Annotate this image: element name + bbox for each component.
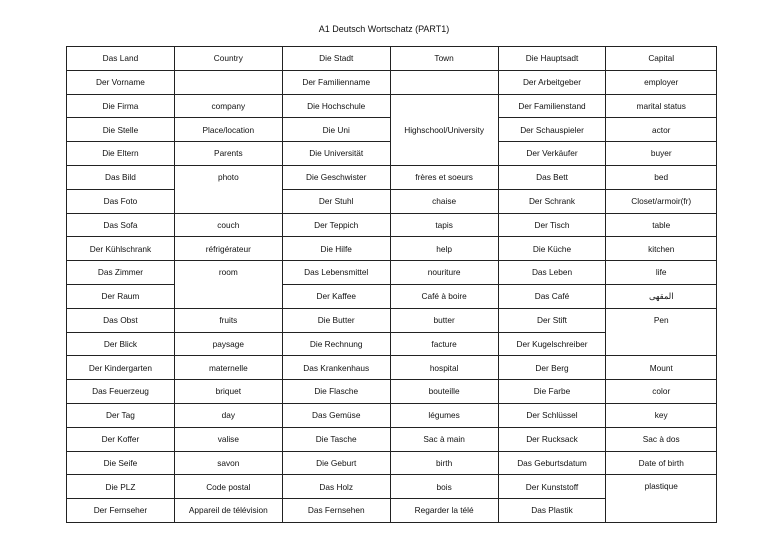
table-cell: Der Kugelschreiber — [498, 332, 606, 356]
table-cell: tapis — [390, 213, 498, 237]
table-cell: key — [606, 403, 717, 427]
table-cell: Die Firma — [67, 94, 175, 118]
table-cell: Der Schauspieler — [498, 118, 606, 142]
table-cell: Der Schlüssel — [498, 403, 606, 427]
table-row — [67, 451, 717, 475]
table-cell: butter — [390, 308, 498, 332]
table-cell: buyer — [606, 142, 717, 166]
table-cell: Das Obst — [67, 308, 175, 332]
table-cell: Der Berg — [498, 356, 606, 380]
table-cell: Der Kühlschrank — [67, 237, 175, 261]
table-cell: Café à boire — [390, 284, 498, 308]
table-cell: fruits — [174, 308, 282, 332]
document-title: A1 Deutsch Wortschatz (PART1) — [318, 24, 450, 34]
table-cell: Closet/armoir(fr) — [606, 189, 717, 213]
table-row — [67, 475, 717, 499]
table-cell: Die Butter — [282, 308, 390, 332]
table-cell: frères et soeurs — [390, 165, 498, 189]
table-cell: Die Geburt — [282, 451, 390, 475]
table-cell: Der Kunststoff — [498, 475, 606, 499]
table-row — [67, 284, 717, 308]
table-cell: Die Hauptsadt — [498, 47, 606, 71]
table-cell: Die Eltern — [67, 142, 175, 166]
table-row — [67, 427, 717, 451]
table-row — [67, 213, 717, 237]
table-cell: réfrigérateur — [174, 237, 282, 261]
table-cell: Das Sofa — [67, 213, 175, 237]
table-cell: help — [390, 237, 498, 261]
table-cell: actor — [606, 118, 717, 142]
table-row — [67, 237, 717, 261]
table-cell: marital status — [606, 94, 717, 118]
table-cell: Place/location — [174, 118, 282, 142]
table-cell: Die Stelle — [67, 118, 175, 142]
table-cell: Das Café — [498, 284, 606, 308]
table-cell: Der Schrank — [498, 189, 606, 213]
table-cell: company — [174, 94, 282, 118]
table-cell: Die Rechnung — [282, 332, 390, 356]
table-cell: Der Teppich — [282, 213, 390, 237]
table-cell: Der Blick — [67, 332, 175, 356]
table-cell: Die Geschwister — [282, 165, 390, 189]
table-cell: day — [174, 403, 282, 427]
table-cell: room — [174, 261, 282, 309]
table-cell: birth — [390, 451, 498, 475]
table-row — [67, 261, 717, 285]
table-cell: Das Zimmer — [67, 261, 175, 285]
table-cell: Das Leben — [498, 261, 606, 285]
table-cell: nouriture — [390, 261, 498, 285]
table-cell: Der Tag — [67, 403, 175, 427]
table-cell: facture — [390, 332, 498, 356]
table-cell: Das Bett — [498, 165, 606, 189]
table-cell: couch — [174, 213, 282, 237]
table-cell: employer — [606, 70, 717, 94]
table-cell: plastique — [606, 475, 717, 523]
table-cell: المقهى — [606, 284, 717, 308]
table-cell: légumes — [390, 403, 498, 427]
table-row — [67, 356, 717, 380]
table-cell: Sac à dos — [606, 427, 717, 451]
table-cell: Das Foto — [67, 189, 175, 213]
table-cell: Der Koffer — [67, 427, 175, 451]
table-cell — [174, 70, 282, 94]
table-cell: Parents — [174, 142, 282, 166]
table-cell: valise — [174, 427, 282, 451]
table-cell: Der Arbeitgeber — [498, 70, 606, 94]
table-cell: Der Familienname — [282, 70, 390, 94]
table-cell: Der Vorname — [67, 70, 175, 94]
table-cell: Der Stuhl — [282, 189, 390, 213]
table-cell: Der Raum — [67, 284, 175, 308]
table-cell: Die Flasche — [282, 380, 390, 404]
table-cell: Die Uni — [282, 118, 390, 142]
table-row — [67, 47, 717, 71]
vocabulary-table — [66, 46, 717, 523]
table-cell: Country — [174, 47, 282, 71]
table-cell: savon — [174, 451, 282, 475]
table-cell: Town — [390, 47, 498, 71]
table-cell: Der Verkäufer — [498, 142, 606, 166]
table-cell: bois — [390, 475, 498, 499]
table-cell: Das Holz — [282, 475, 390, 499]
table-cell: bouteille — [390, 380, 498, 404]
table-cell — [390, 70, 498, 94]
table-cell: briquet — [174, 380, 282, 404]
table-cell: Das Geburtsdatum — [498, 451, 606, 475]
table-row — [67, 94, 717, 118]
table-cell: Die Tasche — [282, 427, 390, 451]
table-cell: Highschool/University — [390, 94, 498, 165]
table-cell: Regarder la télé — [390, 499, 498, 523]
table-cell: Der Familienstand — [498, 94, 606, 118]
table-row — [67, 403, 717, 427]
table-cell: Das Lebensmittel — [282, 261, 390, 285]
table-cell: Der Rucksack — [498, 427, 606, 451]
table-cell: color — [606, 380, 717, 404]
table-cell: Der Fernseher — [67, 499, 175, 523]
table-row — [67, 70, 717, 94]
table-cell: Die PLZ — [67, 475, 175, 499]
table-cell: photo — [174, 165, 282, 213]
table-row — [67, 380, 717, 404]
table-cell: Der Kindergarten — [67, 356, 175, 380]
table-cell: Das Krankenhaus — [282, 356, 390, 380]
table-cell: Die Universität — [282, 142, 390, 166]
table-row — [67, 189, 717, 213]
table-cell: paysage — [174, 332, 282, 356]
table-cell: kitchen — [606, 237, 717, 261]
table-cell: Date of birth — [606, 451, 717, 475]
table-cell: Das Bild — [67, 165, 175, 189]
table-cell: Mount — [606, 356, 717, 380]
table-cell: Das Land — [67, 47, 175, 71]
table-cell: Das Fernsehen — [282, 499, 390, 523]
table-cell: Der Stift — [498, 308, 606, 332]
table-cell: table — [606, 213, 717, 237]
table-cell: Die Hilfe — [282, 237, 390, 261]
table-cell: Die Farbe — [498, 380, 606, 404]
table-cell: Pen — [606, 308, 717, 356]
table-cell: Das Feuerzeug — [67, 380, 175, 404]
table-cell: Capital — [606, 47, 717, 71]
table-row — [67, 165, 717, 189]
table-cell: bed — [606, 165, 717, 189]
table-cell: Die Stadt — [282, 47, 390, 71]
table-cell: Die Hochschule — [282, 94, 390, 118]
table-cell: hospital — [390, 356, 498, 380]
table-cell: Sac à main — [390, 427, 498, 451]
table-cell: Appareil de télévision — [174, 499, 282, 523]
table-cell: Der Tisch — [498, 213, 606, 237]
table-cell: Das Gemüse — [282, 403, 390, 427]
table-cell: life — [606, 261, 717, 285]
table-cell: Code postal — [174, 475, 282, 499]
table-cell: Der Kaffee — [282, 284, 390, 308]
table-cell: Die Seife — [67, 451, 175, 475]
table-cell: chaise — [390, 189, 498, 213]
table-row — [67, 308, 717, 332]
table-cell: Die Küche — [498, 237, 606, 261]
table-cell: Das Plastik — [498, 499, 606, 523]
table-cell: maternelle — [174, 356, 282, 380]
